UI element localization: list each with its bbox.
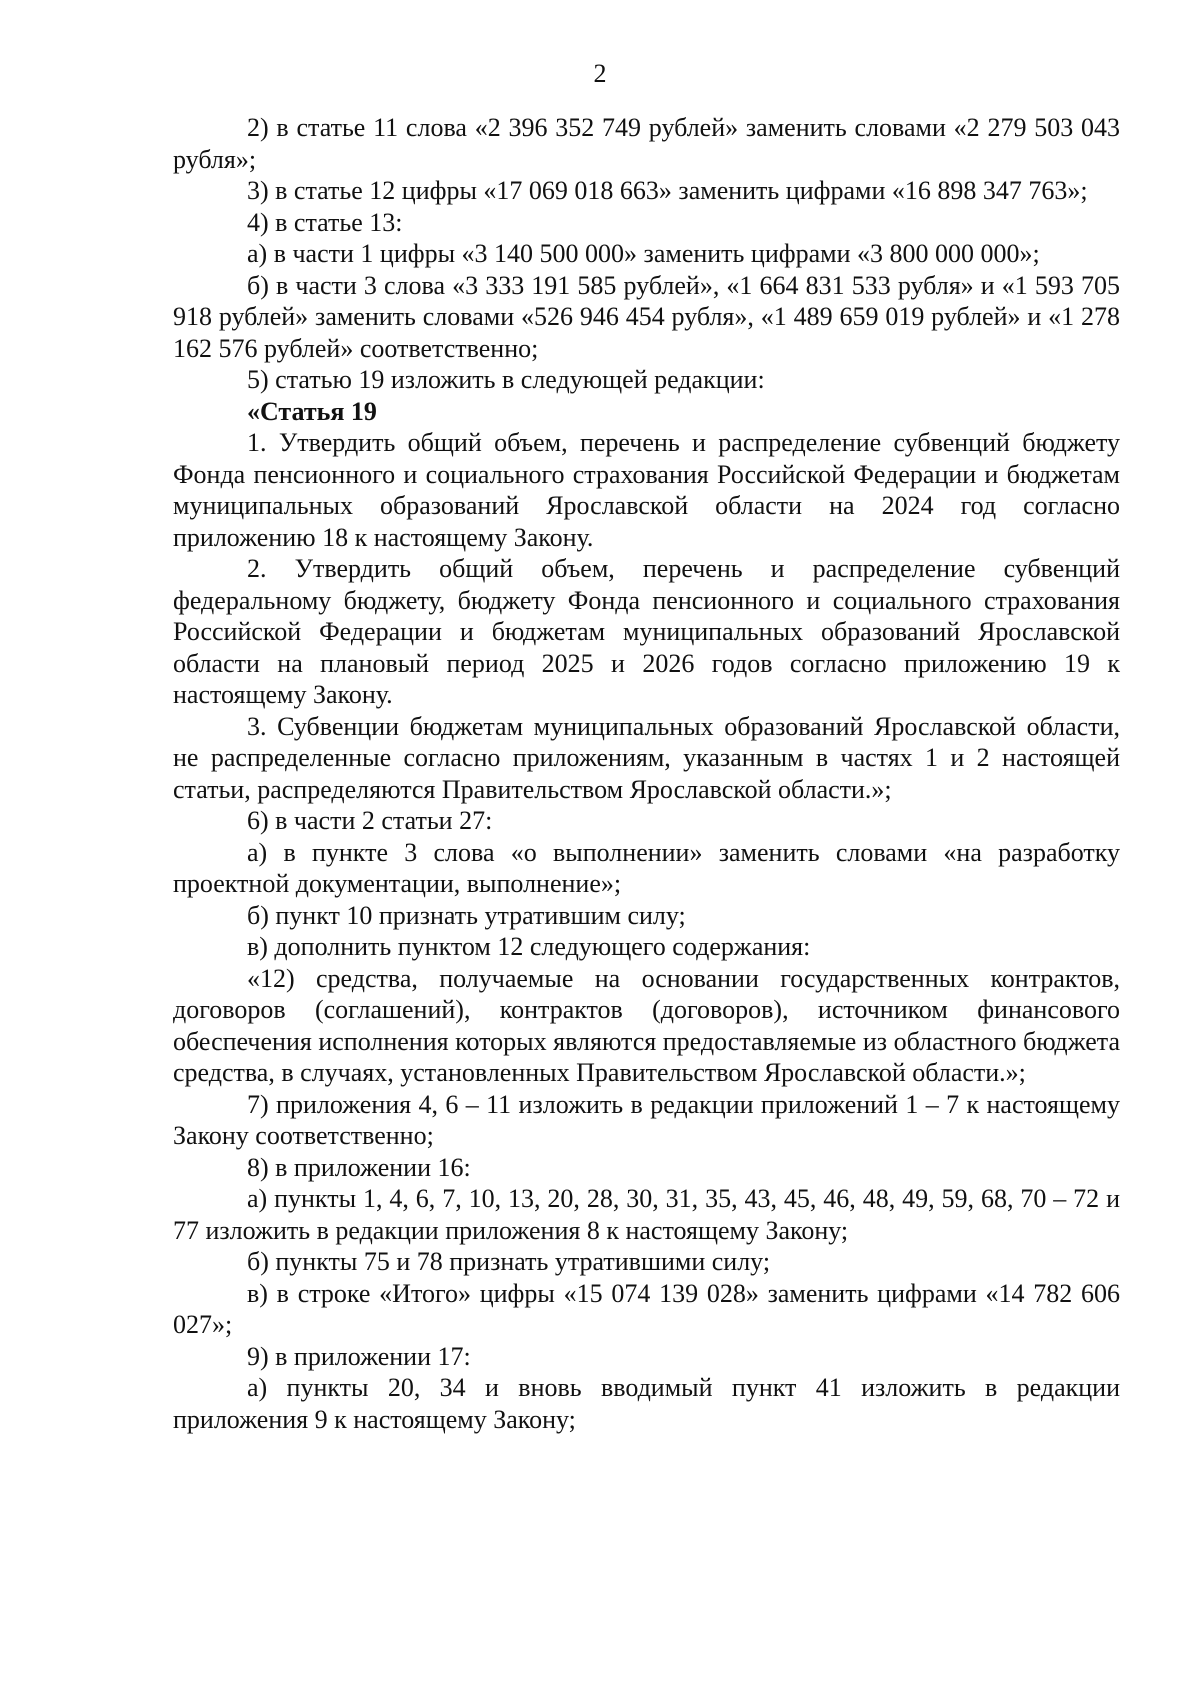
paragraph-point-12: «12) средства, получаемые на основании государственных контрактов, договоров (соглашений), контрактов (договоров), источником финансового обеспечения исполнения которых являются предоставляемые из областного бюджета средства, в случаях, установленных Правительством Ярославской области.»; [173,963,1120,1087]
paragraph-item-8a: а) пункты 1, 4, 6, 7, 10, 13, 20, 28, 30, 31, 35, 43, 45, 46, 48, 49, 59, 68, 70 – 72 и 77 изложить в редакции приложения 8 к настоящему Закону; [173,1184,1120,1245]
article-heading: «Статья 19 [247,396,377,426]
paragraph-item-6b: б) пункт 10 признать утратившим силу; [247,900,686,930]
paragraph-item-7: 7) приложения 4, 6 – 11 изложить в редакции приложений 1 – 7 к настоящему Закону соответственно; [173,1089,1120,1150]
paragraph-item-4a: а) в части 1 цифры «3 140 500 000» заменить цифрами «3 800 000 000»; [247,239,1040,268]
paragraph-item-2: 2) в статье 11 слова «2 396 352 749 рублей» заменить словами «2 279 503 043 рубля»; [173,113,1120,174]
paragraph-item-4: 4) в статье 13: [247,207,403,237]
article-part-3: 3. Субвенции бюджетам муниципальных образований Ярославской области, не распределенные согласно приложениям, указанным в частях 1 и 2 настоящей статьи, распределяются Правительством Ярославской области.»; [173,711,1120,804]
paragraph-item-6: 6) в части 2 статьи 27: [247,806,493,835]
article-part-2: 2. Утвердить общий объем, перечень и распределение субвенций федеральному бюджету, бюджету Фонда пенсионного и социального страхования Российской Федерации и бюджетам муниципальных образований Ярославской области на плановый период 2025 и 2026 годов согласно приложению 19 к настоящему Закону. [173,554,1120,709]
article-part-1: 1. Утвердить общий объем, перечень и распределение субвенций бюджету Фонда пенсионного и социального страхования Российской Федерации и бюджетам муниципальных образований Ярославской области на 2024 год согласно приложению 18 к настоящему Закону. [173,428,1120,552]
paragraph-item-8v: в) в строке «Итого» цифры «15 074 139 028» заменить цифрами «14 782 606 027»; [173,1278,1120,1339]
paragraph-item-4b: б) в части 3 слова «3 333 191 585 рублей», «1 664 831 533 рубля» и «1 593 705 918 рублей» заменить словами «526 946 454 рубля», «1 489 659 019 рублей» и «1 278 162 576 рублей» соответственно; [173,270,1120,363]
paragraph-item-9: 9) в приложении 17: [247,1341,471,1371]
paragraph-item-5: 5) статью 19 изложить в следующей редакции: [247,365,765,394]
paragraph-item-3: 3) в статье 12 цифры «17 069 018 663» заменить цифрами «16 898 347 763»; [247,176,1088,205]
paragraph-item-6v: в) дополнить пунктом 12 следующего содержания: [247,932,811,961]
paragraph-item-9a: а) пункты 20, 34 и вновь вводимый пункт 41 изложить в редакции приложения 9 к настоящему Закону; [173,1373,1120,1434]
paragraph-item-8b: б) пункты 75 и 78 признать утратившими силу; [247,1247,771,1276]
paragraph-item-8: 8) в приложении 16: [247,1152,471,1182]
paragraph-item-6a: а) в пункте 3 слова «о выполнении» заменить словами «на разработку проектной документации, выполнение»; [173,837,1120,898]
page-number: 2 [593,59,607,88]
document-body [173,112,1120,1435]
